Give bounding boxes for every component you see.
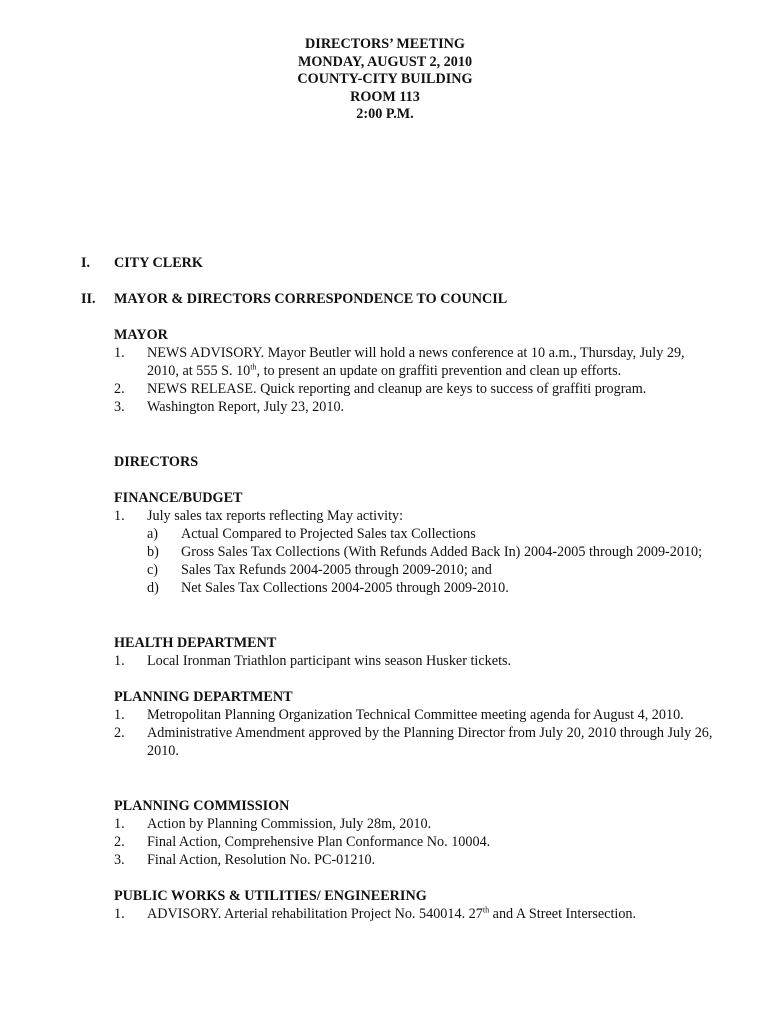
- list-item: [114, 344, 714, 380]
- health-heading: HEALTH DEPARTMENT: [114, 635, 277, 651]
- item-text: Washington Report, July 23, 2010.: [147, 399, 345, 415]
- item-number: 2.: [114, 381, 125, 397]
- item-number: 3.: [114, 852, 125, 868]
- item-number: 1.: [114, 508, 125, 524]
- planning-heading: PLANNING DEPARTMENT: [114, 689, 293, 705]
- section-number: I.: [81, 255, 91, 271]
- commission-block: [114, 797, 714, 869]
- list-item: [114, 833, 714, 851]
- header-title: DIRECTORS’ MEETING: [305, 36, 465, 52]
- section-title: MAYOR & DIRECTORS CORRESPONDENCE TO COUNCIL: [114, 291, 508, 307]
- list-item: [114, 724, 714, 760]
- list-item: [114, 905, 714, 923]
- list-item: [114, 507, 714, 525]
- header-room: ROOM 113: [350, 88, 420, 105]
- item-text-cont: and A Street Intersection.: [489, 906, 637, 922]
- item-text: Final Action, Resolution No. PC-01210.: [147, 852, 376, 868]
- sub-item: [114, 579, 714, 597]
- planning-block: [114, 688, 714, 760]
- item-number: 1.: [114, 816, 125, 832]
- header-time: 2:00 P.M.: [356, 106, 414, 123]
- sub-item-letter: d): [147, 580, 159, 596]
- publicworks-heading: PUBLIC WORKS & UTILITIES/ ENGINEERING: [114, 888, 427, 904]
- item-text: Administrative Amendment approved by the Planning Director from July 20, 2010 through July 26, 2010.: [147, 725, 713, 759]
- list-item: [114, 380, 714, 398]
- item-number: 2.: [114, 725, 125, 741]
- list-item: [114, 652, 714, 670]
- item-text: NEWS RELEASE. Quick reporting and cleanup are keys to success of graffiti program.: [147, 381, 647, 397]
- list-item: [114, 706, 714, 724]
- publicworks-block: [114, 887, 714, 923]
- item-superscript: th: [250, 362, 257, 372]
- directors-block: [114, 453, 714, 471]
- item-number: 1.: [114, 906, 125, 922]
- meeting-header: [0, 36, 770, 124]
- item-text: Metropolitan Planning Organization Technical Committee meeting agenda for August 4, 2010.: [147, 707, 684, 723]
- finance-block: [114, 489, 714, 597]
- sub-item-letter: b): [147, 544, 159, 560]
- sub-item-letter: c): [147, 562, 159, 578]
- list-item: [114, 815, 714, 833]
- item-text: Local Ironman Triathlon participant wins season Husker tickets.: [147, 653, 512, 669]
- item-text: NEWS ADVISORY. Mayor Beutler will hold a news conference at 10 a.m., Thursday, July 29, 2010, at 555 S. 10: [147, 345, 685, 379]
- sub-item: [114, 543, 714, 561]
- item-text: ADVISORY. Arterial rehabilitation Project No. 540014. 27: [147, 906, 483, 922]
- item-text-cont: , to present an update on graffiti prevention and clean up efforts.: [256, 363, 622, 379]
- list-item: [114, 398, 714, 416]
- sub-item-text: Net Sales Tax Collections 2004-2005 through 2009-2010.: [181, 580, 509, 596]
- item-number: 3.: [114, 399, 125, 415]
- mayor-block: [114, 326, 714, 416]
- item-number: 2.: [114, 834, 125, 850]
- item-text: July sales tax reports reflecting May activity:: [147, 508, 404, 524]
- header-building: COUNTY-CITY BUILDING: [297, 71, 473, 88]
- sub-item-letter: a): [147, 526, 159, 542]
- mayor-heading: MAYOR: [114, 327, 168, 343]
- section-number: II.: [81, 291, 96, 307]
- health-block: [114, 634, 714, 670]
- section-title: CITY CLERK: [114, 255, 203, 271]
- item-superscript: th: [482, 905, 490, 915]
- sub-item: [114, 561, 714, 579]
- item-number: 1.: [114, 345, 125, 361]
- header-date: MONDAY, AUGUST 2, 2010: [297, 53, 473, 70]
- item-text: Action by Planning Commission, July 28m, 2010.: [147, 816, 432, 832]
- commission-heading: PLANNING COMMISSION: [114, 798, 290, 814]
- directors-heading: DIRECTORS: [114, 454, 199, 470]
- sub-item-text: Sales Tax Refunds 2004-2005 through 2009-2010; and: [181, 562, 492, 578]
- sub-item: [114, 525, 714, 543]
- item-number: 1.: [114, 707, 125, 723]
- sub-item-text: Gross Sales Tax Collections (With Refunds Added Back In) 2004-2005 through 2009-2010;: [181, 544, 703, 560]
- finance-heading: FINANCE/BUDGET: [114, 490, 243, 506]
- item-number: 1.: [114, 653, 125, 669]
- sub-item-text: Actual Compared to Projected Sales tax Collections: [181, 526, 476, 542]
- list-item: [114, 851, 714, 869]
- item-text: Final Action, Comprehensive Plan Conformance No. 10004.: [147, 834, 491, 850]
